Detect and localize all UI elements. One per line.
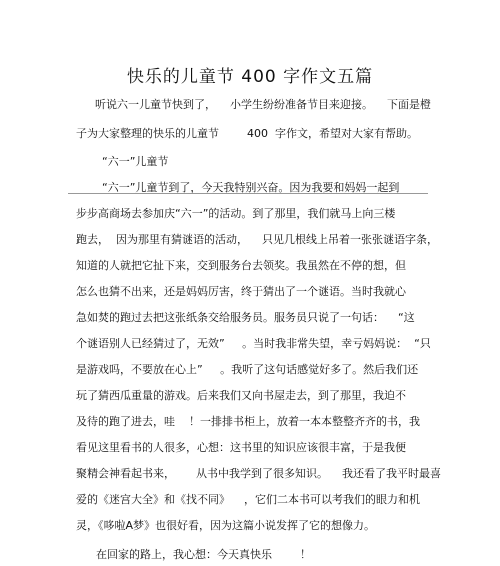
body-line-7: 个谜语别人已经猜过了，无效” 。当时我非常失望，幸亏妈妈说： “只 bbox=[76, 337, 431, 350]
body-line-1: “六一”儿童节到了，今天我特别兴奋。因为我要和妈妈一起到 bbox=[102, 181, 400, 194]
body-line-13: 爱的《迷宫大全》和《找不同》 ，它们二本书可以考我们的眼力和机 bbox=[76, 493, 420, 506]
body-line-3: 跑去， 因为那里有猜谜语的活动， 只见几根线上吊着一张张谜语字条， bbox=[76, 233, 438, 246]
body-line-14: 灵，《哆啦A梦》也很好看，因为这篇小说发挥了它的想像力。 bbox=[76, 519, 376, 532]
body-line-10: 及待的跑了进去，哇 ！一排排书柜上，放着一本本整整齐齐的书，我 bbox=[76, 415, 420, 428]
body-line-4: 知道的人就把它扯下来，交到服务台去领奖。我虽然在不停的想，但 bbox=[76, 259, 406, 272]
body-line-9: 玩了猜西瓜重量的游戏。后来我们又向书屋走去，到了那里，我迫不 bbox=[76, 389, 406, 402]
body-line-5: 怎么也猜不出来，还是妈妈厉害，终于猜出了一个谜语。当时我就心 bbox=[76, 285, 406, 298]
divider-rule bbox=[68, 193, 428, 194]
body-line-6: 急如焚的跑过去把这张纸条交给服务员。服务员只说了一句话： “这 bbox=[76, 311, 415, 324]
body-line-15: 在回家的路上，我心想：今天真快乐 ！ bbox=[96, 548, 311, 561]
intro-line-1: 听说六一儿童节快到了， 小学生纷纷准备节目来迎接。 下面是橙 bbox=[95, 98, 431, 111]
intro-line-2: 子为大家整理的快乐的儿童节 400 字作文，希望对大家有帮助。 bbox=[76, 127, 418, 140]
body-line-12: 聚精会神看起书来， 从书中我学到了很多知识。 我还看了我平时最喜 bbox=[76, 467, 441, 480]
body-line-11: 看见这里看书的人很多，心想：这书里的知识应该很丰富，于是我便 bbox=[76, 441, 406, 454]
body-line-8: 是游戏吗，不要放在心上” 。我听了这句话感觉好多了。然后我们还 bbox=[76, 363, 419, 376]
document-title: 快乐的儿童节 400 字作文五篇 bbox=[126, 67, 374, 87]
section-heading: “六一”儿童节 bbox=[102, 155, 169, 168]
body-line-2: 步步高商场去参加庆“六一”的活动。到了那里，我们就马上向三楼 bbox=[76, 207, 396, 220]
